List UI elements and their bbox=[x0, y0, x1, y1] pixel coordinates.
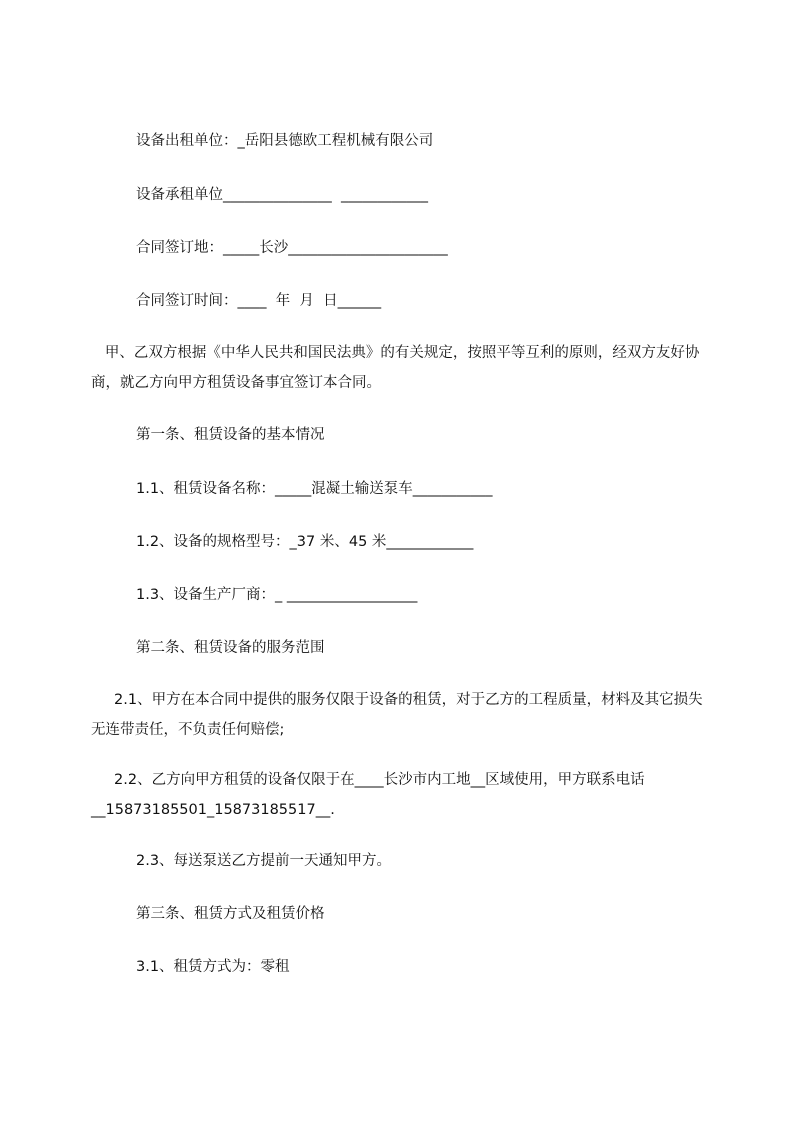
clause-1-2: 1.2、设备的规格型号：_37 米、45 米____________ bbox=[136, 534, 474, 550]
article-1-title: 第一条、租赁设备的基本情况 bbox=[136, 427, 325, 443]
lessor-line: 设备出租单位：_岳阳县德欧工程机械有限公司 bbox=[136, 133, 434, 149]
clause-2-1: 2.1、甲方在本合同中提供的服务仅限于设备的租赁，对于乙方的工程质量，材料及其它损失无连带责任，不负责任何赔偿; bbox=[91, 692, 703, 738]
signing-place-line: 合同签订地：_____长沙______________________ bbox=[136, 240, 448, 256]
article-2-title: 第二条、租赁设备的服务范围 bbox=[136, 640, 325, 656]
clause-3-1: 3.1、租赁方式为：零租 bbox=[136, 959, 290, 975]
clause-2-2: 2.2、乙方向甲方租赁的设备仅限于在____长沙市内工地__区域使用，甲方联系电话__15873185501_15873185517__. bbox=[91, 772, 645, 818]
clause-1-3: 1.3、设备生产厂商：_ __________________ bbox=[136, 587, 418, 603]
signing-time-line: 合同签订时间：____ 年 月 日______ bbox=[136, 293, 382, 309]
clause-2-3: 2.3、每送泵送乙方提前一天通知甲方。 bbox=[136, 853, 392, 869]
lessee-line: 设备承租单位_______________ ____________ bbox=[136, 187, 428, 203]
preamble-paragraph: 甲、乙双方根据《中华人民共和国民法典》的有关规定，按照平等互利的原则，经双方友好协商，就乙方向甲方租赁设备事宜签订本合同。 bbox=[91, 345, 700, 391]
clause-1-1: 1.1、租赁设备名称：_____混凝土输送泵车___________ bbox=[136, 481, 493, 497]
article-3-title: 第三条、租赁方式及租赁价格 bbox=[136, 906, 325, 922]
